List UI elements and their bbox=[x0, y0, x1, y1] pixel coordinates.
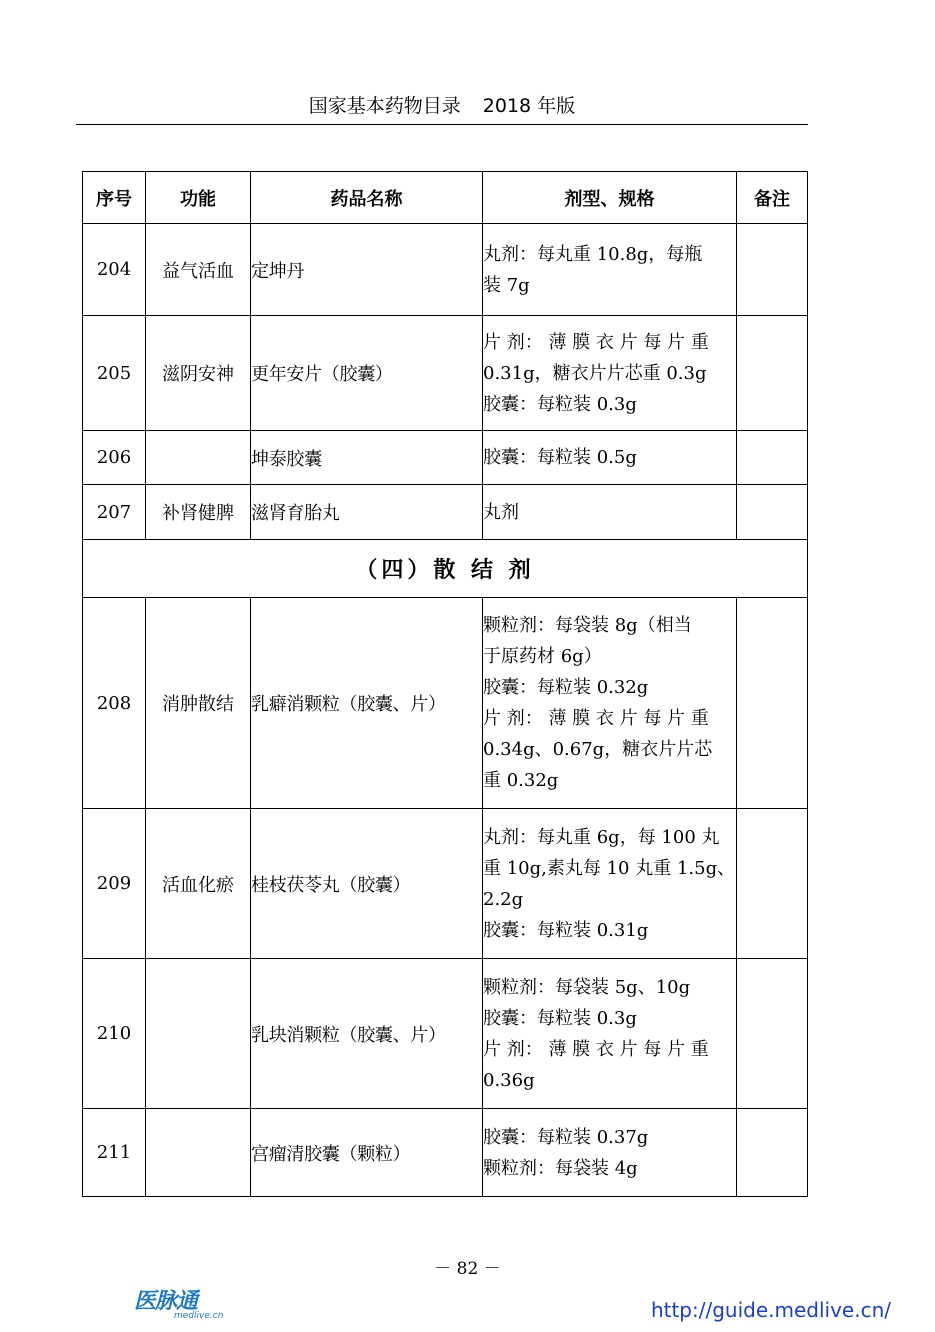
row-dosage-spec bbox=[483, 809, 737, 959]
row-function: 活血化瘀 bbox=[146, 809, 251, 959]
row-remarks bbox=[737, 316, 808, 431]
spec-line: 0.34g、0.67g，糖衣片片芯 bbox=[483, 739, 713, 760]
table-header-row bbox=[83, 172, 808, 224]
row-number: 210 bbox=[83, 959, 146, 1109]
row-remarks bbox=[737, 224, 808, 316]
spec-line: 胶囊：每粒装 0.5g bbox=[483, 447, 637, 468]
row-dosage-spec bbox=[483, 959, 737, 1109]
spec-line: 胶囊：每粒装 0.32g bbox=[483, 677, 649, 698]
page-number: － 82 － bbox=[434, 1259, 501, 1279]
row-function bbox=[146, 959, 251, 1109]
spec-line: 颗粒剂：每袋装 5g、10g bbox=[483, 976, 691, 998]
row-dosage-spec bbox=[483, 598, 737, 809]
row-drug-name: 桂枝茯苓丸（胶囊） bbox=[251, 809, 483, 959]
row-remarks bbox=[737, 485, 808, 540]
logo-text: 医脉通 bbox=[134, 1289, 198, 1314]
section-row bbox=[83, 540, 808, 598]
document-title: 国家基本药物目录 bbox=[308, 95, 461, 117]
spec-line: 重 10g,素丸每 10 丸重 1.5g、 bbox=[483, 857, 736, 879]
row-remarks bbox=[737, 598, 808, 809]
spec-line: 片 剂： 薄 膜 衣 片 每 片 重 bbox=[483, 708, 709, 729]
spec-line: 2.2g bbox=[483, 888, 524, 910]
footer-url-link[interactable]: http://guide.medlive.cn/ bbox=[650, 1298, 891, 1322]
row-function: 消肿散结 bbox=[146, 598, 251, 809]
column-header-dosage-spec: 剂型、规格 bbox=[483, 172, 737, 224]
row-remarks bbox=[737, 959, 808, 1109]
row-number: 205 bbox=[83, 316, 146, 431]
row-drug-name: 定坤丹 bbox=[251, 224, 483, 316]
document-edition: 2018 年版 bbox=[482, 95, 576, 117]
row-number: 209 bbox=[83, 809, 146, 959]
row-number: 204 bbox=[83, 224, 146, 316]
row-number: 208 bbox=[83, 598, 146, 809]
column-header-remarks: 备注 bbox=[737, 172, 808, 224]
row-number: 206 bbox=[83, 431, 146, 485]
row-number: 211 bbox=[83, 1109, 146, 1197]
spec-line: 重 0.32g bbox=[483, 770, 559, 791]
row-number: 207 bbox=[83, 485, 146, 540]
spec-line: 丸剂：每丸重 10.8g，每瓶 bbox=[483, 243, 703, 265]
table-row bbox=[83, 485, 808, 540]
table-row bbox=[83, 1109, 808, 1197]
spec-line: 胶囊：每粒装 0.31g bbox=[483, 919, 649, 941]
spec-line: 颗粒剂：每袋装 8g（相当 bbox=[483, 615, 692, 636]
row-remarks bbox=[737, 431, 808, 485]
document-header bbox=[76, 91, 808, 121]
column-header-function: 功能 bbox=[146, 172, 251, 224]
column-header-no: 序号 bbox=[83, 172, 146, 224]
row-drug-name: 乳癖消颗粒（胶囊、片） bbox=[251, 598, 483, 809]
table-row bbox=[83, 598, 808, 809]
spec-line: 胶囊：每粒装 0.3g bbox=[483, 1007, 637, 1029]
row-drug-name: 乳块消颗粒（胶囊、片） bbox=[251, 959, 483, 1109]
row-drug-name: 坤泰胶囊 bbox=[251, 431, 483, 485]
row-function bbox=[146, 1109, 251, 1197]
table-row bbox=[83, 316, 808, 431]
column-header-drug-name: 药品名称 bbox=[251, 172, 483, 224]
table-row bbox=[83, 959, 808, 1109]
spec-line: 颗粒剂：每袋装 4g bbox=[483, 1157, 638, 1179]
spec-line: 胶囊：每粒装 0.37g bbox=[483, 1126, 649, 1148]
spec-line: 丸剂 bbox=[483, 501, 519, 523]
spec-line: 片 剂： 薄 膜 衣 片 每 片 重 bbox=[483, 331, 709, 353]
row-dosage-spec bbox=[483, 431, 737, 485]
section-title: （四）散 结 剂 bbox=[83, 540, 808, 598]
row-drug-name: 宫瘤清胶囊（颗粒） bbox=[251, 1109, 483, 1197]
spec-line: 丸剂：每丸重 6g，每 100 丸 bbox=[483, 826, 720, 848]
row-dosage-spec bbox=[483, 485, 737, 540]
table-row bbox=[83, 224, 808, 316]
spec-line: 片 剂： 薄 膜 衣 片 每 片 重 bbox=[483, 1038, 709, 1060]
row-function bbox=[146, 431, 251, 485]
row-dosage-spec bbox=[483, 224, 737, 316]
row-remarks bbox=[737, 1109, 808, 1197]
logo-subtext: medlive.cn bbox=[174, 1311, 224, 1321]
header-rule bbox=[76, 124, 808, 125]
row-dosage-spec bbox=[483, 316, 737, 431]
drug-table bbox=[82, 171, 808, 1197]
row-drug-name: 滋肾育胎丸 bbox=[251, 485, 483, 540]
row-remarks bbox=[737, 809, 808, 959]
spec-line: 于原药材 6g） bbox=[483, 646, 602, 667]
spec-line: 胶囊：每粒装 0.3g bbox=[483, 393, 637, 415]
row-function: 滋阴安神 bbox=[146, 316, 251, 431]
row-function: 补肾健脾 bbox=[146, 485, 251, 540]
row-function: 益气活血 bbox=[146, 224, 251, 316]
row-dosage-spec bbox=[483, 1109, 737, 1197]
spec-line: 装 7g bbox=[483, 274, 530, 296]
medlive-logo[interactable] bbox=[134, 1284, 234, 1324]
spec-line: 0.31g，糖衣片片芯重 0.3g bbox=[483, 362, 707, 384]
row-drug-name: 更年安片（胶囊） bbox=[251, 316, 483, 431]
table-row bbox=[83, 431, 808, 485]
table-row bbox=[83, 809, 808, 959]
spec-line: 0.36g bbox=[483, 1069, 535, 1091]
